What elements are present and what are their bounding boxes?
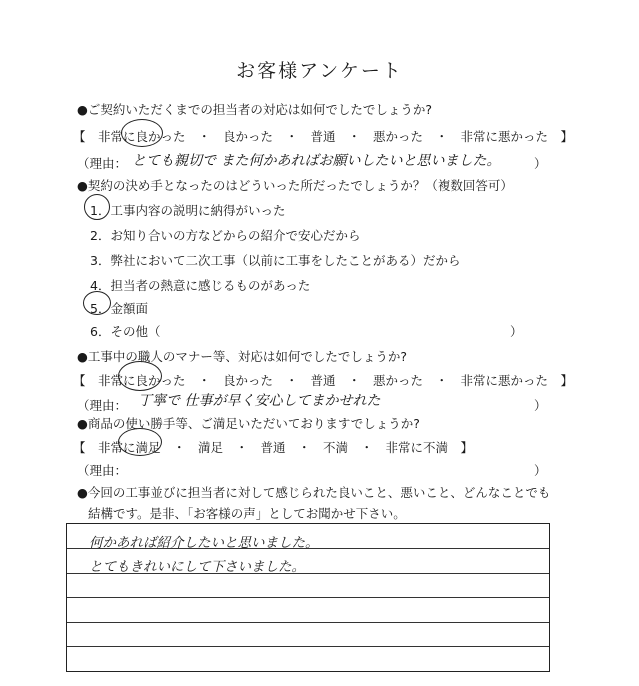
comment-ruled-line [67,646,549,647]
answer-circle [83,291,111,315]
question-2-item-5: 5．金額面 [90,301,148,316]
question-2-item-6: 6．その他（ [90,324,161,339]
question-2-item-4: 4．担当者の熱意に感じるものがあった [90,278,311,293]
comment-handwriting-line-2: とてもきれいにして下さいました。 [89,559,305,575]
question-3-options: 【 非常に良かった ・ 良かった ・ 普通 ・ 悪かった ・ 非常に悪かった 】 [73,373,574,388]
page-title: お客様アンケート [236,60,403,82]
answer-circle [118,361,162,391]
reason-close: ） [534,463,547,478]
reason-handwriting: 丁寧で 仕事が早く安心してまかせれた [138,393,381,409]
answer-circle [118,428,162,456]
question-3: ●工事中の職人のマナー等、対応は如何でしたでしょうか? [77,349,408,364]
comment-handwriting-line-1: 何かあれば紹介したいと思いました。 [89,535,319,551]
reason-label: （理由： [77,156,128,171]
question-1-options: 【 非常に良かった ・ 良かった ・ 普通 ・ 悪かった ・ 非常に悪かった 】 [73,129,574,144]
question-4: ●商品の使い勝手等、ご満足いただいておりますでしょうか? [77,416,420,431]
comment-ruled-line [67,622,549,623]
other-close: ） [510,324,523,339]
question-2-item-2: 2．お知り合いの方などからの紹介で安心だから [90,228,361,243]
reason-label: （理由： [77,463,128,478]
answer-circle [84,194,110,220]
question-5-line-2: 結構です。是非、「お客様の声」としてお聞かせ下さい。 [88,506,406,521]
question-1: ●ご契約いただくまでの担当者の対応は如何でしたでしょうか? [77,102,433,117]
reason-close: ） [534,398,547,413]
question-2-item-3: 3．弊社において二次工事（以前に工事をしたことがある）だから [90,253,461,268]
reason-label: （理由： [77,398,128,413]
question-2: ●契約の決め手となったのはどういった所だったでしょうか？（複数回答可） [77,178,513,193]
question-2-item-1: 1．工事内容の説明に納得がいった [90,203,286,218]
reason-handwriting: とても親切で また何かあればお願いしたいと思いました。 [132,153,501,169]
question-5-line-1: ●今回の工事並びに担当者に対して感じられた良いこと、悪いこと、どんなことでも [77,485,551,500]
answer-circle [121,119,163,147]
comment-ruled-line [67,597,549,598]
reason-close: ） [534,156,547,171]
question-4-options: 【 非常に満足 ・ 満足 ・ 普通 ・ 不満 ・ 非常に不満 】 [73,440,474,455]
comment-box [66,523,550,672]
